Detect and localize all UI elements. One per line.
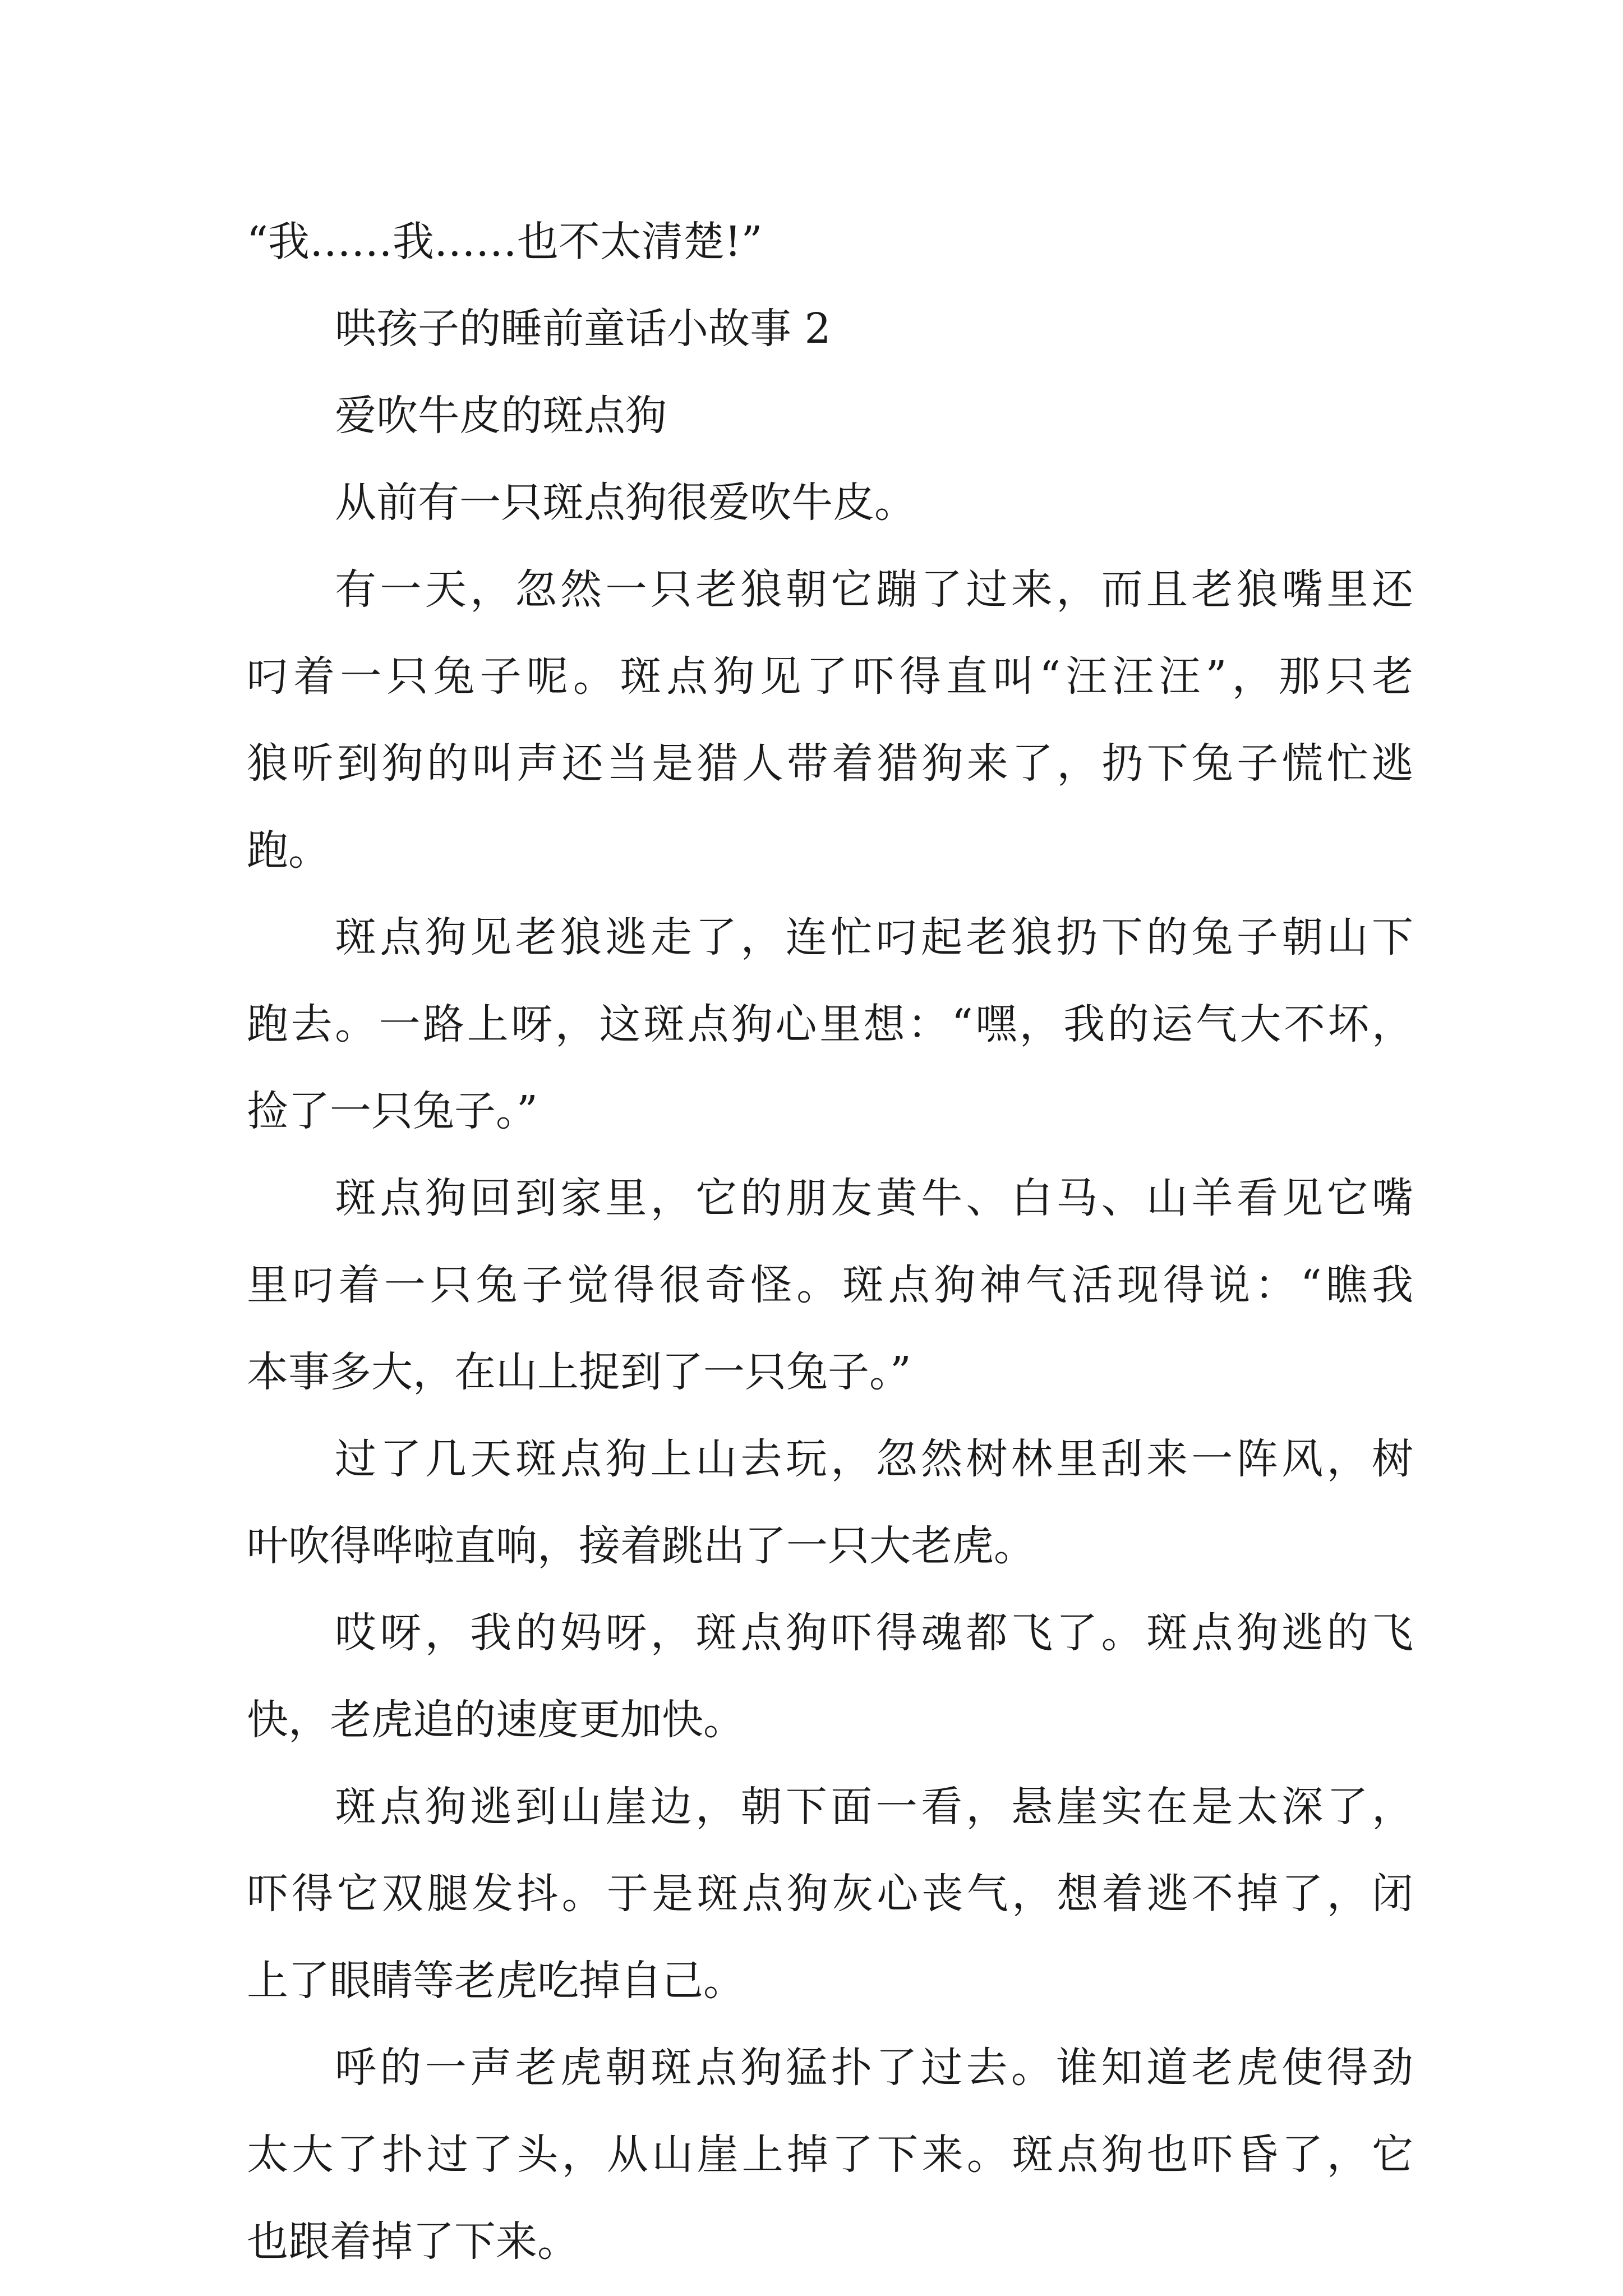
paragraph-line: 斑点狗回到家里，它的朋友黄牛、白马、山羊看见它嘴 xyxy=(335,1174,1413,1222)
paragraph-line: 吓得它双腿发抖。于是斑点狗灰心丧气，想着逃不掉了，闭 xyxy=(247,1870,1413,1918)
paragraph-line: 太大了扑过了头，从山崖上掉了下来。斑点狗也吓昏了，它 xyxy=(247,2131,1413,2179)
paragraph-line: 捡了一只兔子。” xyxy=(247,1087,538,1135)
paragraph-line: 过了几天斑点狗上山去玩，忽然树林里刮来一阵风，树 xyxy=(335,1435,1413,1483)
paragraph-line: 斑点狗逃到山崖边，朝下面一看，悬崖实在是太深了， xyxy=(335,1783,1413,1831)
paragraph-line: 跑去。一路上呀，这斑点狗心里想：“嘿，我的运气大不坏， xyxy=(247,1000,1413,1048)
text-line: “我……我……也不太清楚!” xyxy=(247,218,763,266)
paragraph-line: 狼听到狗的叫声还当是猎人带着猎狗来了，扔下兔子慌忙逃 xyxy=(247,739,1413,788)
paragraph-line: 跑。 xyxy=(247,826,330,875)
paragraph-line: 呼的一声老虎朝斑点狗猛扑了过去。谁知道老虎使得劲 xyxy=(335,2044,1413,2092)
paragraph-line: 从前有一只斑点狗很爱吹牛皮。 xyxy=(335,478,916,527)
paragraph-line: 叶吹得哗啦直响，接着跳出了一只大老虎。 xyxy=(247,1522,1035,1570)
paragraph-line: 有一天，忽然一只老狼朝它蹦了过来，而且老狼嘴里还 xyxy=(335,565,1413,614)
paragraph-line: 里叼着一只兔子觉得很奇怪。斑点狗神气活现得说：“瞧我 xyxy=(247,1261,1413,1309)
paragraph-line: 也跟着掉了下来。 xyxy=(247,2217,579,2266)
paragraph-line: 斑点狗见老狼逃走了，连忙叼起老狼扔下的兔子朝山下 xyxy=(335,913,1413,961)
paragraph-line: 上了眼睛等老虎吃掉自己。 xyxy=(247,1957,745,2005)
paragraph-line: 快，老虎追的速度更加快。 xyxy=(247,1696,745,1744)
story-heading: 哄孩子的睡前童话小故事 2 xyxy=(335,305,831,353)
story-title: 爱吹牛皮的斑点狗 xyxy=(335,392,667,440)
paragraph-line: 叼着一只兔子呢。斑点狗见了吓得直叫“汪汪汪”，那只老 xyxy=(247,652,1413,701)
paragraph-line: 本事多大，在山上捉到了一只兔子。” xyxy=(247,1348,911,1396)
paragraph-line: 哎呀，我的妈呀，斑点狗吓得魂都飞了。斑点狗逃的飞 xyxy=(335,1609,1413,1657)
